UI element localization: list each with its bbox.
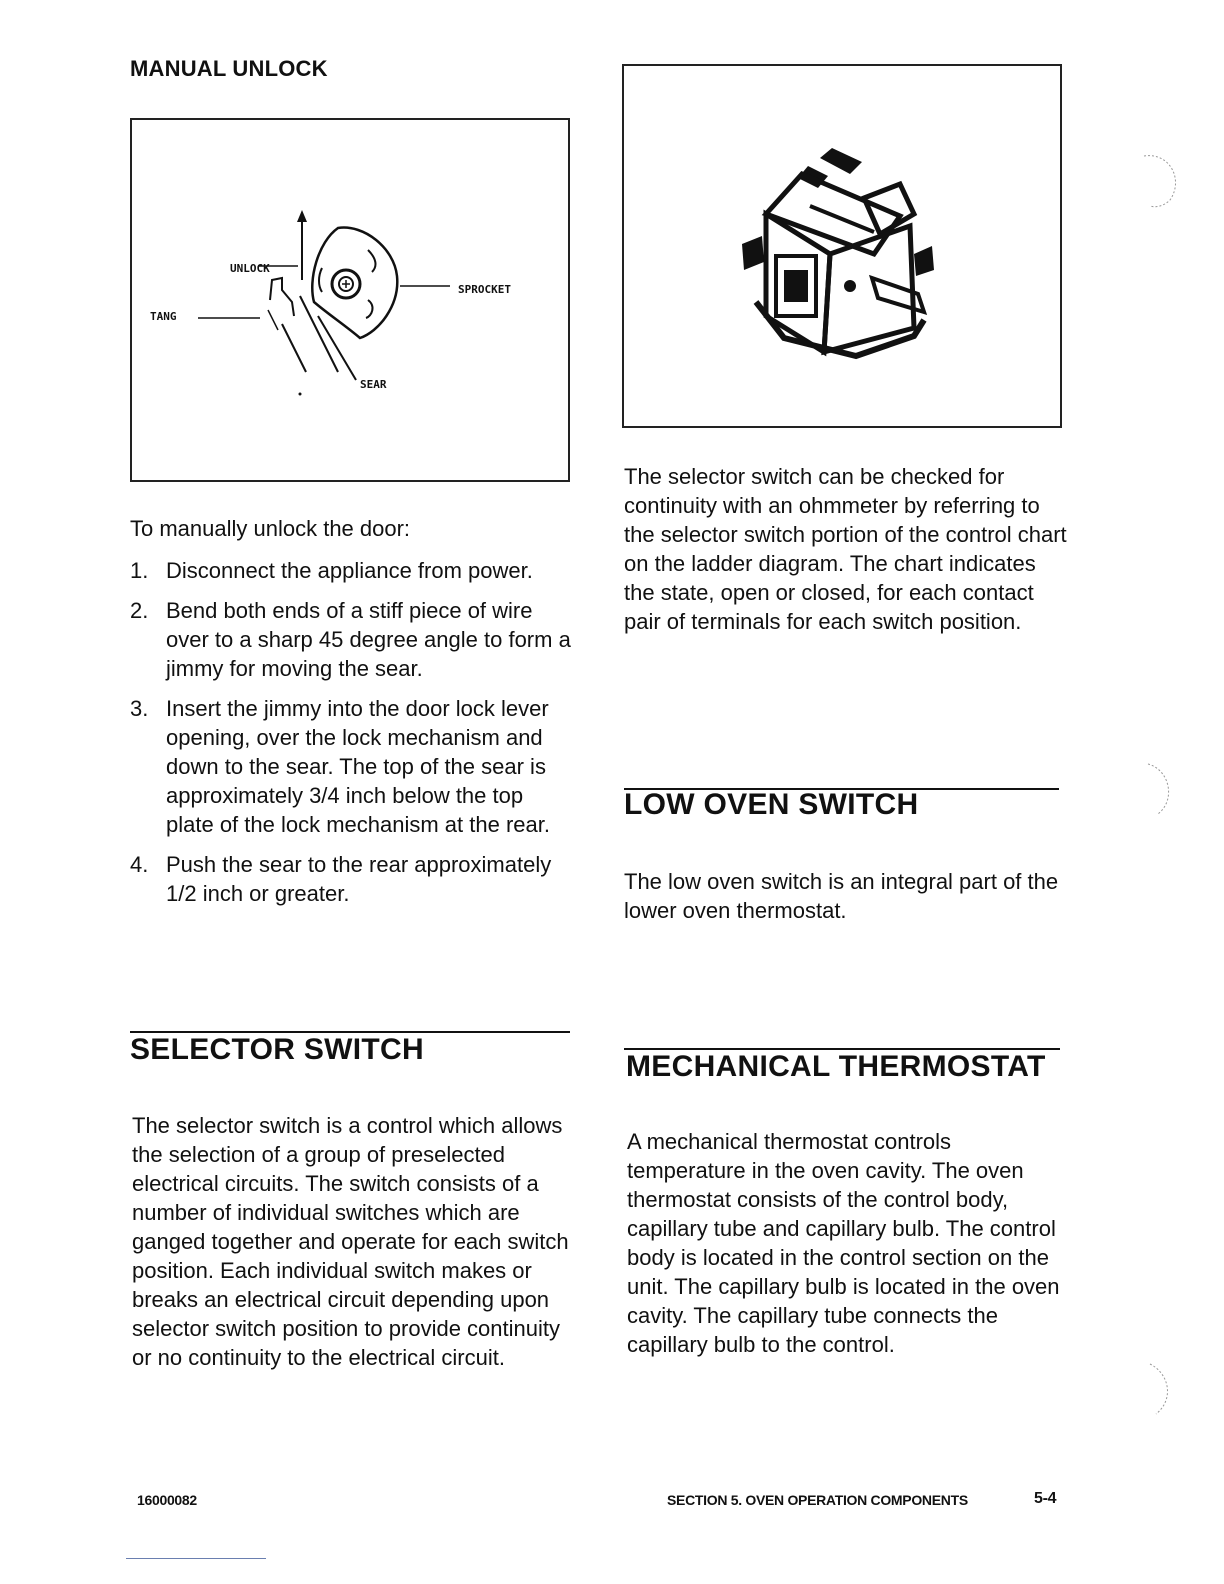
step-number: 2. [130, 598, 149, 623]
mechanical-thermostat-heading: MECHANICAL THERMOSTAT [626, 1050, 1046, 1083]
mechanical-thermostat-body: A mechanical thermostat controls temperature in the oven cavity. The oven thermostat consists of the control body, capillary tube and capillary bulb. The control body is located in the control section on the unit. The capillary bulb is located in the oven cavity. The capillary tube connects the capillary bulb to the control. [627, 1129, 1060, 1357]
low-oven-switch-body: The low oven switch is an integral part of the lower oven thermostat. [624, 869, 1059, 923]
step-number: 3. [130, 696, 149, 721]
unlock-steps-list [130, 556, 575, 919]
scan-edge-line [126, 1558, 266, 1559]
hole-punch-mark-middle [1140, 760, 1180, 820]
selector-switch-illustration [624, 66, 1060, 426]
manual-unlock-figure [130, 118, 570, 482]
label-sear: SEAR [360, 378, 387, 391]
step-text: Push the sear to the rear approximately 1/2 inch or greater. [166, 852, 552, 906]
selector-check-body: The selector switch can be checked for continuity with an ohmmeter by referring to the selector switch portion of the control chart on the ladder diagram. The chart indicates the state, open or closed, for each contact pair of terminals for each switch position. [624, 464, 1067, 634]
list-item [130, 694, 575, 839]
step-text: Bend both ends of a stiff piece of wire over to a sharp 45 degree angle to form a jimmy for moving the sear. [166, 598, 571, 681]
hole-punch-mark-top [1130, 150, 1190, 210]
selector-switch-body: The selector switch is a control which allows the selection of a group of preselected electrical circuits. The switch consists of a number of individual switches which are ganged together and operate for each switch position. Each individual switch makes or breaks an electrical circuit depending upon selector switch position to provide continuity or no continuity to the electrical circuit. [132, 1113, 569, 1370]
label-sprocket: SPROCKET [458, 283, 511, 296]
step-text: Disconnect the appliance from power. [166, 558, 533, 583]
label-tang: TANG [150, 310, 177, 323]
footer-section: SECTION 5. OVEN OPERATION COMPONENTS [667, 1492, 968, 1508]
step-number: 1. [130, 558, 149, 583]
selector-switch-heading: SELECTOR SWITCH [130, 1033, 424, 1066]
low-oven-switch-heading: LOW OVEN SWITCH [624, 788, 919, 821]
list-item [130, 596, 575, 683]
unlock-intro: To manually unlock the door: [130, 516, 411, 541]
list-item [130, 850, 575, 908]
list-item [130, 556, 575, 585]
footer-doc-number: 16000082 [137, 1492, 197, 1508]
selector-switch-figure [622, 64, 1062, 428]
hole-punch-mark-bottom [1140, 1360, 1180, 1420]
step-number: 4. [130, 852, 149, 877]
step-text: Insert the jimmy into the door lock lever opening, over the lock mechanism and down to the sear. The top of the sear is approximately 3/4 inch below the top plate of the lock mechanism at the rear. [166, 696, 550, 837]
manual-unlock-heading: MANUAL UNLOCK [130, 56, 328, 81]
footer-page-number: 5-4 [1034, 1490, 1057, 1507]
label-unlock: UNLOCK [230, 262, 270, 275]
door-lock-diagram [132, 120, 568, 480]
